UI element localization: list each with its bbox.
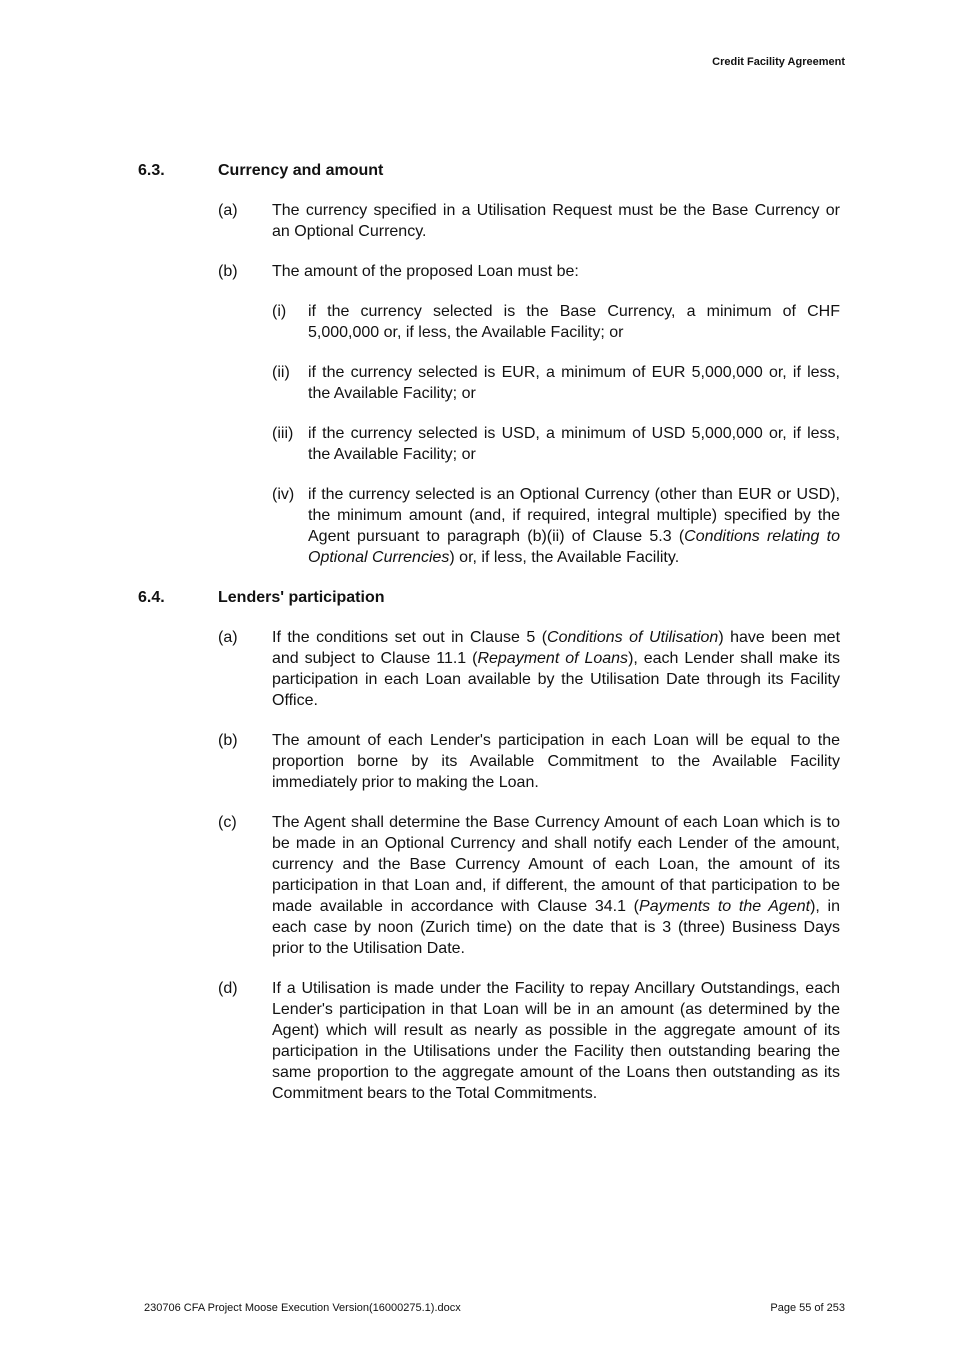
paragraph-label: (a): [218, 629, 238, 646]
running-header: Credit Facility Agreement: [712, 56, 845, 68]
subparagraph-text: if the currency selected is EUR, a minimum of EUR 5,000,000 or, if less, the Available Facility; or: [308, 364, 840, 402]
subparagraph-label: (ii): [272, 364, 290, 381]
paragraph-label: (b): [218, 732, 238, 749]
clause-heading-6-4: [138, 587, 840, 608]
subparagraph-iv: [272, 484, 840, 568]
paragraph-label: (d): [218, 980, 238, 997]
clause-number: 6.4.: [138, 589, 165, 606]
subparagraph-i: [272, 301, 840, 343]
paragraph-text: [272, 812, 840, 959]
text-run: ), in each case by noon (Zurich time) on the date that is 3 (three) Business Days prior to the Utilisation Date.: [272, 898, 841, 957]
text-run: if the currency selected is an Optional Currency (other than EUR or USD), the minimum amount (and, if required, integral multiple) specified by the Agent pursuant to paragraph (b)(ii) of Clause 5.3 (: [308, 486, 840, 545]
clause-title: Lenders' participation: [218, 589, 385, 606]
text-run: ) have been met and subject to Clause 11.1 (: [272, 629, 841, 667]
text-run: ), each Lender shall make its participation in each Loan available by the Utilisation Date through its Facility Office.: [272, 650, 841, 709]
paragraph-label: (c): [218, 814, 237, 831]
paragraph-text: [272, 627, 840, 711]
paragraph-label: (b): [218, 263, 238, 280]
paragraph-6-4-d: [218, 978, 840, 1104]
subparagraph-text: if the currency selected is the Base Currency, a minimum of CHF 5,000,000 or, if less, the Available Facility; or: [308, 303, 840, 341]
clause-reference: Conditions relating to Optional Currencies: [308, 528, 841, 566]
paragraph-6-3-a: [218, 200, 840, 242]
subparagraph-label: (iii): [272, 425, 294, 442]
clause-number: 6.3.: [138, 162, 165, 179]
clause-reference: Conditions of Utilisation: [547, 629, 719, 646]
paragraph-6-3-b: [218, 261, 840, 282]
paragraph-6-4-b: [218, 730, 840, 793]
paragraph-6-4-c: [218, 812, 840, 959]
subparagraph-text: [308, 484, 840, 568]
subparagraph-iii: [272, 423, 840, 465]
subparagraph-label: (iv): [272, 486, 295, 503]
subparagraph-label: (i): [272, 303, 287, 320]
page-number: Page 55 of 253: [770, 1302, 845, 1314]
paragraph-label: (a): [218, 202, 238, 219]
document-filename: 230706 CFA Project Moose Execution Version(16000275.1).docx: [144, 1302, 461, 1314]
subparagraph-ii: [272, 362, 840, 404]
clause-heading-6-3: [138, 160, 840, 181]
document-body: [138, 160, 840, 1123]
paragraph-text: If a Utilisation is made under the Facility to repay Ancillary Outstandings, each Lender's participation in that Loan will be in an amount (as determined by the Agent) which will result as nearly as possible in the aggregate amount of its participation in the Utilisations under the Facility then outstanding bearing the same proportion to the aggregate amount of the Loans then outstanding as its Commitment bears to the Total Commitments.: [272, 980, 840, 1102]
clause-reference: Repayment of Loans: [477, 650, 629, 667]
paragraph-6-4-a: [218, 627, 840, 711]
clause-reference: Payments to the Agent: [639, 898, 811, 915]
text-run: ) or, if less, the Available Facility.: [449, 549, 680, 566]
text-run: If the conditions set out in Clause 5 (: [272, 629, 548, 646]
subparagraph-text: if the currency selected is USD, a minimum of USD 5,000,000 or, if less, the Available Facility; or: [308, 425, 840, 463]
text-run: The Agent shall determine the Base Currency Amount of each Loan which is to be made in an Optional Currency and shall notify each Lender of the amount, currency and the Base Currency Amount of each Loan, the amount of its participation in that Loan and, if different, the amount of that participation to be made available in accordance with Clause 34.1 (: [272, 814, 840, 915]
page-footer: [144, 1302, 845, 1314]
clause-title: Currency and amount: [218, 162, 384, 179]
paragraph-text: The amount of the proposed Loan must be:: [272, 263, 579, 280]
paragraph-text: The currency specified in a Utilisation Request must be the Base Currency or an Optional Currency.: [272, 202, 840, 240]
paragraph-text: The amount of each Lender's participation in each Loan will be equal to the proportion borne by its Available Commitment to the Available Facility immediately prior to making the Loan.: [272, 732, 840, 791]
